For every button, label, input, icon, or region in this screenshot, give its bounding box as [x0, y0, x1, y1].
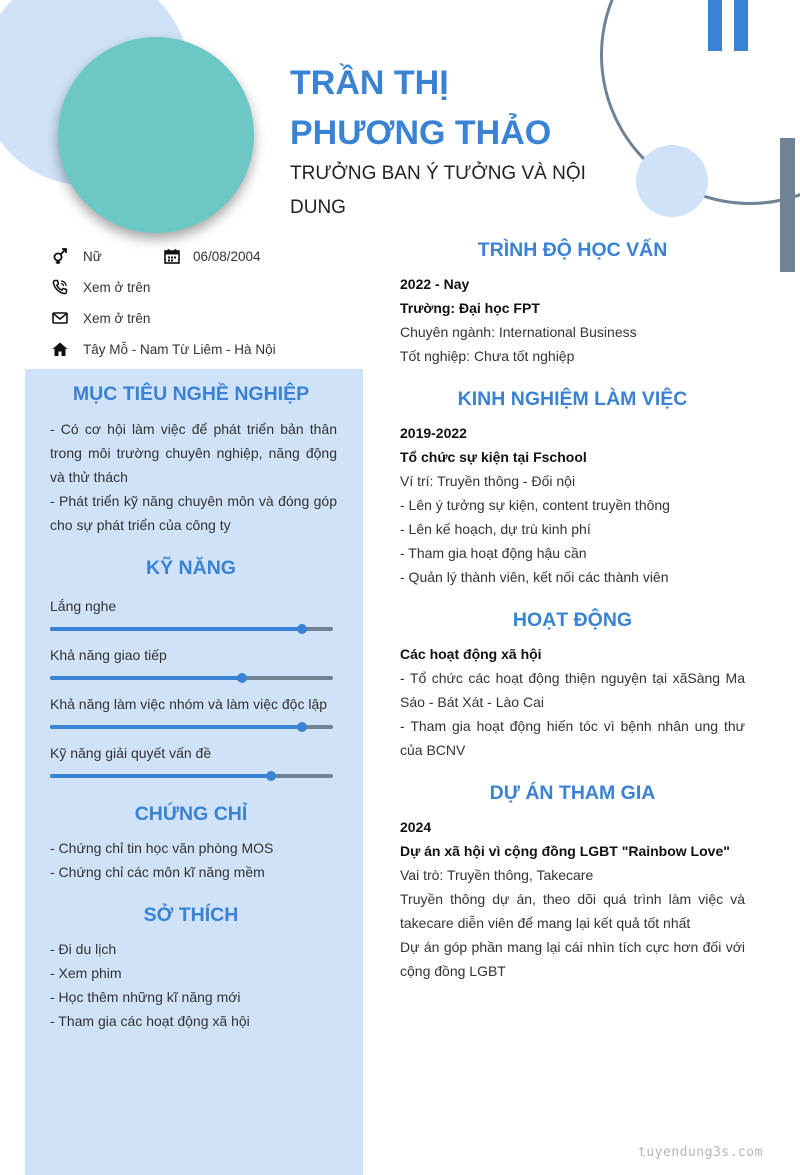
objective-item: - Phát triển kỹ năng chuyên môn và đóng góp cho sự phát triển của công ty	[50, 493, 337, 533]
gender-icon	[52, 248, 68, 264]
job-title: TRƯỞNG BAN Ý TƯỞNG VÀ NỘI DUNG	[290, 163, 586, 218]
experience-item: - Tham gia hoạt động hậu cần	[400, 545, 587, 561]
activity-item: - Tham gia hoạt động hiến tóc vì bệnh nhân ung thư của BCNV	[400, 718, 745, 758]
education-title: TRÌNH ĐỘ HỌC VẤN	[477, 239, 668, 261]
decor-bar	[734, 0, 748, 51]
activities-subtitle: Các hoạt động xã hội	[400, 646, 542, 662]
watermark: tuyendung3s.com	[638, 1145, 763, 1160]
gender-text: Nữ	[83, 249, 102, 264]
decor-bar	[708, 0, 722, 51]
experience-item: - Lên ý tưởng sự kiện, content truyền thông	[400, 497, 670, 513]
skill-knob	[297, 722, 307, 732]
projects-block	[400, 815, 745, 983]
certificate-item: - Chứng chỉ các môn kĩ năng mềm	[50, 864, 265, 880]
name-line-1: TRẦN THỊ	[290, 64, 449, 102]
certificate-item: - Chứng chỉ tin học văn phòng MOS	[50, 840, 274, 856]
avatar	[58, 37, 254, 233]
phone-text: Xem ở trên	[83, 280, 151, 295]
certificates-title: CHỨNG CHỈ	[134, 803, 248, 825]
skill-fill	[50, 774, 271, 778]
name-line-2: PHƯƠNG THẢO	[290, 114, 552, 152]
phone-icon	[52, 279, 68, 295]
experience-position: Ví trí: Truyền thông - Đối nội	[400, 473, 576, 489]
hobby-item: - Xem phim	[50, 965, 122, 981]
hobby-item: - Tham gia các hoạt động xã hội	[50, 1013, 250, 1029]
education-block	[400, 272, 745, 368]
project-year: 2024	[400, 819, 432, 835]
project-item: Dự án góp phần mang lại cái nhìn tích cực hơn đối với cộng đồng LGBT	[400, 939, 745, 979]
project-role: Vai trò: Truyền thông, Takecare	[400, 867, 594, 883]
objective-item: - Có cơ hội làm việc để phát triển bản thân trong môi trường chuyên nghiệp, năng động và thử thách	[50, 421, 337, 485]
skill-bar	[50, 627, 333, 631]
education-period: 2022 - Nay	[400, 276, 470, 292]
email-text: Xem ở trên	[83, 311, 151, 326]
skill-knob	[297, 624, 307, 634]
experience-item: - Lên kế hoạch, dự trù kinh phí	[400, 521, 591, 537]
hobbies-title: SỞ THÍCH	[143, 904, 239, 926]
skill-bar	[50, 774, 333, 778]
skill-fill	[50, 676, 242, 680]
skill-label: Kỹ năng giải quyết vấn đề	[50, 745, 212, 761]
skill-knob	[266, 771, 276, 781]
project-name: Dự án xã hội vì cộng đồng LGBT "Rainbow Love"	[400, 843, 730, 859]
education-graduation: Tốt nghiệp: Chưa tốt nghiệp	[400, 348, 575, 364]
skill-bar	[50, 676, 333, 680]
projects-title: DỰ ÁN THAM GIA	[489, 782, 656, 804]
project-item: Truyền thông dự án, theo dõi quá trình làm việc và takecare diễn viên để mang lại kết quả tốt nhất	[400, 891, 745, 931]
birthday-text: 06/08/2004	[193, 249, 261, 264]
skill-label: Khả năng giao tiếp	[50, 647, 167, 663]
education-major: Chuyên ngành: International Business	[400, 324, 637, 340]
objective-title: MỤC TIÊU NGHỀ NGHIỆP	[72, 383, 310, 405]
hobbies-list	[50, 937, 340, 1033]
objective-list	[50, 417, 337, 537]
skill-fill	[50, 725, 302, 729]
skill-bar	[50, 725, 333, 729]
activities-title: HOẠT ĐỘNG	[512, 609, 633, 631]
home-icon	[52, 341, 68, 357]
experience-period: 2019-2022	[400, 425, 467, 441]
skills-title: KỸ NĂNG	[146, 557, 236, 579]
experience-block	[400, 421, 745, 589]
address-text: Tây Mỗ - Nam Từ Liêm - Hà Nội	[83, 342, 276, 357]
skill-label: Lắng nghe	[50, 598, 117, 614]
hobby-item: - Đi du lịch	[50, 941, 117, 957]
experience-title: KINH NGHIỆM LÀM VIỆC	[457, 388, 688, 410]
decor-small-circle	[636, 145, 708, 217]
activity-item: - Tổ chức các hoạt động thiện nguyện tại xãSàng Ma Sáo - Bát Xát - Lào Cai	[400, 670, 745, 710]
skill-fill	[50, 627, 302, 631]
activities-block	[400, 642, 745, 762]
mail-icon	[52, 310, 68, 326]
certificates-list	[50, 836, 340, 884]
experience-item: - Quản lý thành viên, kết nối các thành viên	[400, 569, 669, 585]
hobby-item: - Học thêm những kĩ năng mới	[50, 989, 241, 1005]
decor-side-strip	[780, 138, 795, 272]
candidate-name	[290, 58, 610, 158]
experience-org: Tổ chức sự kiện tại Fschool	[400, 449, 587, 465]
education-school: Trường: Đại học FPT	[400, 300, 540, 316]
calendar-icon	[164, 248, 180, 264]
skill-label: Khả năng làm việc nhóm và làm việc độc lập	[50, 696, 328, 712]
